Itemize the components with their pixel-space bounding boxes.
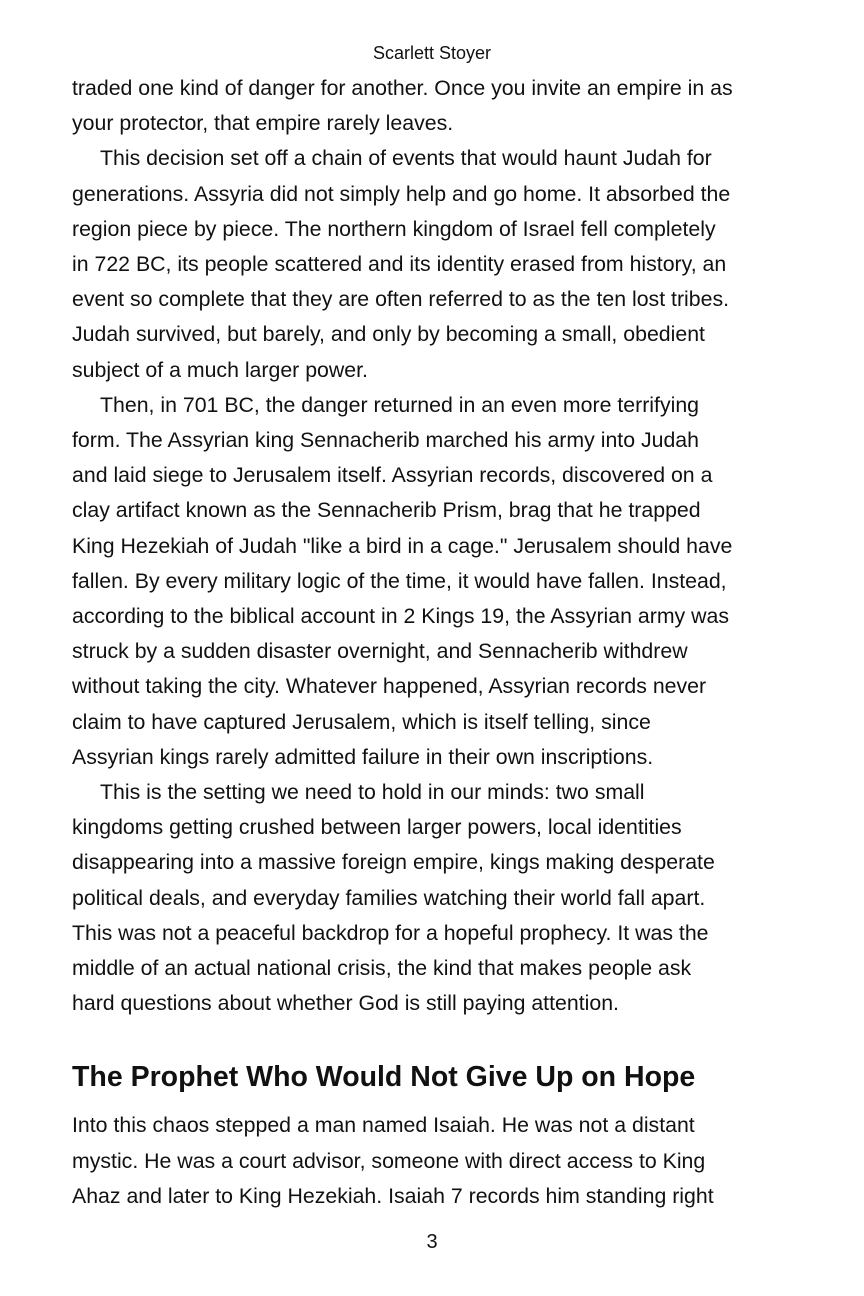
text-line: Judah survived, but barely, and only by becoming a small, obedient: [72, 322, 705, 347]
text-line: region piece by piece. The northern kingdom of Israel fell completely: [72, 216, 716, 241]
text-line: political deals, and everyday families watching their world fall apart.: [72, 885, 706, 910]
text-line: your protector, that empire rarely leaves.: [72, 111, 454, 136]
page-number: 3: [426, 1231, 438, 1253]
text-line: generations. Assyria did not simply help and go home. It absorbed the: [72, 181, 731, 206]
paragraph-siege-of-jerusalem: [72, 388, 762, 775]
text-line: middle of an actual national crisis, the kind that makes people ask: [72, 956, 692, 981]
text-line: without taking the city. Whatever happened, Assyrian records never: [72, 674, 707, 699]
text-line: mystic. He was a court advisor, someone with direct access to King: [72, 1148, 706, 1173]
text-line: This was not a peaceful backdrop for a hopeful prophecy. It was the: [72, 920, 709, 945]
text-line: This decision set off a chain of events that would haunt Judah for: [100, 146, 712, 171]
paragraph-continuation: [72, 71, 762, 141]
text-line: clay artifact known as the Sennacherib Prism, brag that he trapped: [72, 498, 701, 523]
paragraph-isaiah-intro: [72, 1108, 762, 1214]
text-line: This is the setting we need to hold in our minds: two small: [100, 780, 645, 805]
text-line: hard questions about whether God is still paying attention.: [72, 991, 619, 1016]
text-line: kingdoms getting crushed between larger powers, local identities: [72, 815, 682, 840]
text-line: and laid siege to Jerusalem itself. Assyrian records, discovered on a: [72, 463, 713, 488]
text-line: fallen. By every military logic of the time, it would have fallen. Instead,: [72, 568, 727, 593]
paragraph-assyria-absorbed: [72, 141, 762, 387]
text-line: King Hezekiah of Judah "like a bird in a cage." Jerusalem should have: [72, 533, 733, 558]
page-body: [72, 71, 762, 1214]
text-line: in 722 BC, its people scattered and its identity erased from history, an: [72, 252, 727, 277]
text-line: struck by a sudden disaster overnight, and Sennacherib withdrew: [72, 639, 688, 664]
text-line: Assyrian kings rarely admitted failure in their own inscriptions.: [72, 744, 654, 769]
text-line: Then, in 701 BC, the danger returned in an even more terrifying: [100, 392, 700, 417]
running-header-author: Scarlett Stoyer: [372, 43, 492, 63]
text-line: event so complete that they are often referred to as the ten lost tribes.: [72, 287, 730, 312]
text-line: disappearing into a massive foreign empire, kings making desperate: [72, 850, 715, 875]
section-heading: The Prophet Who Would Not Give Up on Hope: [72, 1061, 696, 1094]
text-line: form. The Assyrian king Sennacherib marched his army into Judah: [72, 428, 699, 453]
text-line: claim to have captured Jerusalem, which is itself telling, since: [72, 709, 651, 734]
text-line: subject of a much larger power.: [72, 357, 368, 382]
text-line: according to the biblical account in 2 Kings 19, the Assyrian army was: [72, 604, 730, 629]
text-line: traded one kind of danger for another. Once you invite an empire in as: [72, 76, 733, 100]
paragraph-setting: [72, 775, 762, 1021]
text-line: Into this chaos stepped a man named Isaiah. He was not a distant: [72, 1113, 695, 1138]
text-line: Ahaz and later to King Hezekiah. Isaiah 7 records him standing right: [72, 1183, 714, 1208]
